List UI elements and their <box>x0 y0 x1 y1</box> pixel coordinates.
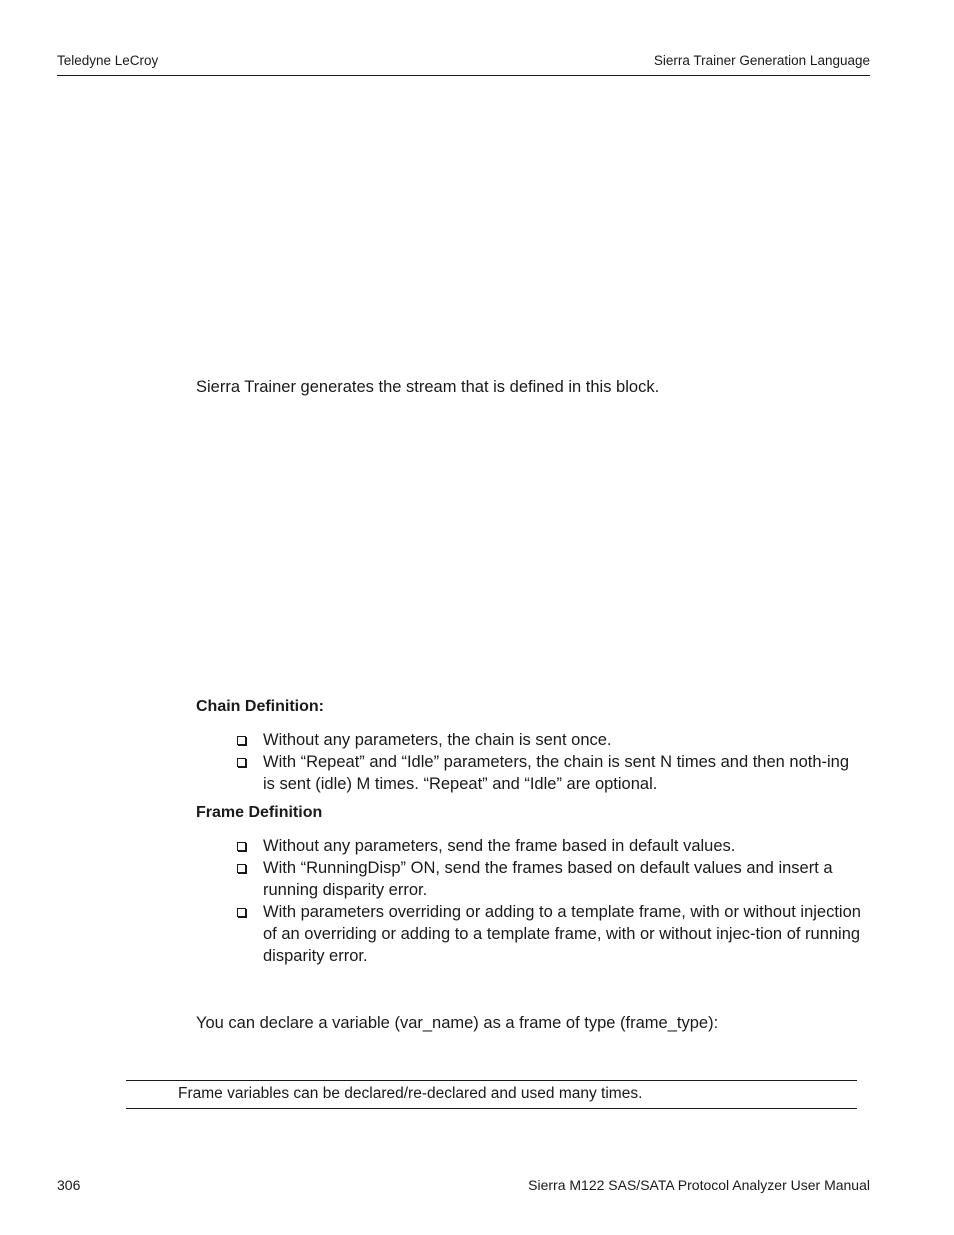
header-right-text: Sierra Trainer Generation Language <box>653 53 870 68</box>
list-item <box>237 857 862 901</box>
chain-definition-list <box>237 729 862 795</box>
checkbox-bullet-icon <box>237 758 246 767</box>
frame-definition-list <box>237 835 862 967</box>
note-top-divider <box>126 1080 857 1081</box>
checkbox-bullet-icon <box>237 736 246 745</box>
list-item-text: Without any parameters, the chain is sent once. <box>263 731 612 749</box>
frame-definition-heading: Frame Definition <box>196 804 323 821</box>
intro-paragraph: Sierra Trainer generates the stream that is defined in this block. <box>196 378 660 396</box>
chain-definition-heading: Chain Definition: <box>196 698 324 715</box>
page-number: 306 <box>57 1177 81 1193</box>
list-item <box>237 729 862 751</box>
list-item <box>237 835 862 857</box>
list-item-text: With “Repeat” and “Idle” parameters, the chain is sent N times and then noth-ing is sent (idle) M times. “Repeat” and “Idle” are optional. <box>263 753 850 793</box>
header-divider <box>57 75 870 76</box>
declare-variable-paragraph: You can declare a variable (var_name) as a frame of type (frame_type): <box>196 1014 719 1032</box>
list-item-text: Without any parameters, send the frame based in default values. <box>263 837 736 855</box>
list-item <box>237 751 862 795</box>
checkbox-bullet-icon <box>237 864 246 873</box>
note-bottom-divider <box>126 1108 857 1109</box>
note-text: Frame variables can be declared/re-declared and used many times. <box>178 1085 643 1102</box>
list-item <box>237 901 862 967</box>
header-left-text: Teledyne LeCroy <box>57 53 159 68</box>
footer-manual-title: Sierra M122 SAS/SATA Protocol Analyzer User Manual <box>528 1177 870 1193</box>
checkbox-bullet-icon <box>237 842 246 851</box>
checkbox-bullet-icon <box>237 908 246 917</box>
list-item-text: With parameters overriding or adding to a template frame, with or without injection of an overriding or adding to a template frame, with or without injec-tion of running disparity error. <box>263 903 861 965</box>
list-item-text: With “RunningDisp” ON, send the frames based on default values and insert a running disparity error. <box>263 859 833 899</box>
